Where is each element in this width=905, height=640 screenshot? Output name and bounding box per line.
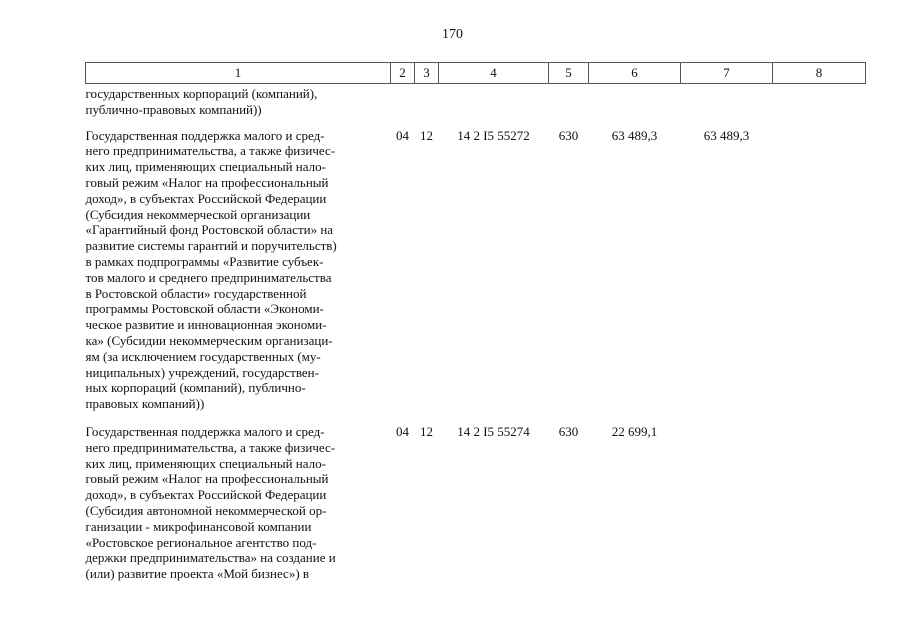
table-row	[86, 118, 866, 412]
description-line: ких лиц, применяющих специальный нало-	[85, 159, 326, 175]
budget-table	[85, 62, 866, 582]
cell-amount-7: 63 489,3	[703, 127, 750, 143]
description-line: тов малого и среднего предпринимательства	[85, 269, 332, 285]
header-col-3: 3	[415, 63, 439, 84]
header-row	[86, 63, 866, 84]
description-line: в Ростовской области» государственной	[85, 285, 307, 301]
description-line: программы Ростовской области «Экономи-	[85, 301, 324, 317]
header-col-1: 1	[86, 63, 391, 84]
cell-target-code: 14 2 I5 55272	[457, 127, 530, 143]
description-line: Государственная поддержка малого и сред-	[85, 423, 325, 439]
row-description	[86, 118, 391, 412]
row-description	[86, 412, 391, 582]
header-col-5: 5	[549, 63, 589, 84]
description-line: (Субсидия автономной некоммерческой ор-	[85, 502, 327, 518]
cell-subsection: 12	[420, 127, 433, 143]
header-col-2: 2	[391, 63, 415, 84]
cell-target-code: 14 2 I5 55274	[457, 423, 530, 439]
description-line: него предпринимательства, а также физичес-	[85, 439, 336, 455]
table-row	[86, 412, 866, 582]
description-line: «Ростовское региональное агентство под-	[85, 534, 317, 550]
description-line: него предпринимательства, а также физичес-	[85, 143, 336, 159]
cell-subsection	[415, 84, 439, 118]
cell-expense-type	[549, 84, 589, 118]
cell-expense-type: 630	[558, 127, 579, 143]
description-line: в рамках подпрограммы «Развитие субъек-	[85, 253, 324, 269]
description-line: говый режим «Налог на профессиональный	[85, 174, 329, 190]
cell-amount-7	[681, 412, 773, 582]
cell-expense-type: 630	[558, 423, 579, 439]
header-col-6: 6	[589, 63, 681, 84]
description-line: ганизации - микрофинансовой компании	[85, 518, 312, 534]
cell-subsection: 12	[420, 423, 433, 439]
description-line: ных корпораций (компаний), публично-	[85, 380, 306, 396]
cell-amount-6: 63 489,3	[611, 127, 658, 143]
cell-amount-7	[681, 84, 773, 118]
description-line: публично-правовых компаний))	[85, 101, 262, 117]
cell-section: 04	[396, 127, 409, 143]
description-line: «Гарантийный фонд Ростовской области» на	[85, 222, 334, 238]
header-col-7: 7	[681, 63, 773, 84]
description-line: доход», в субъектах Российской Федерации	[85, 190, 327, 206]
row-description	[86, 84, 391, 118]
cell-target-code	[439, 84, 549, 118]
cell-amount-6: 22 699,1	[611, 423, 658, 439]
description-line: держки предпринимательства» на создание и	[85, 550, 336, 566]
cell-amount-8	[773, 118, 866, 412]
table-row	[86, 84, 866, 118]
header-col-8: 8	[773, 63, 866, 84]
description-line: ких лиц, применяющих специальный нало-	[85, 455, 326, 471]
cell-amount-8	[773, 412, 866, 582]
description-line: ниципальных) учреждений, государствен-	[85, 364, 319, 380]
description-line: ка» (Субсидии некоммерческим организаци-	[85, 332, 333, 348]
description-line: Государственная поддержка малого и сред-	[85, 127, 325, 143]
cell-amount-6	[589, 84, 681, 118]
description-line: развитие системы гарантий и поручительств)	[85, 238, 337, 254]
description-line: (или) развитие проекта «Мой бизнес») в	[85, 566, 310, 582]
cell-amount-8	[773, 84, 866, 118]
cell-section: 04	[396, 423, 409, 439]
header-col-4: 4	[439, 63, 549, 84]
description-line: ческое развитие и инновационная экономи-	[85, 317, 327, 333]
cell-section	[391, 84, 415, 118]
page-number: 170	[442, 27, 463, 42]
description-line: ям (за исключением государственных (му-	[85, 348, 321, 364]
description-line: говый режим «Налог на профессиональный	[85, 471, 329, 487]
description-line: государственных корпораций (компаний),	[85, 86, 318, 101]
description-line: доход», в субъектах Российской Федерации	[85, 487, 327, 503]
description-line: (Субсидия некоммерческой организации	[85, 206, 311, 222]
description-line: правовых компаний))	[85, 396, 205, 412]
